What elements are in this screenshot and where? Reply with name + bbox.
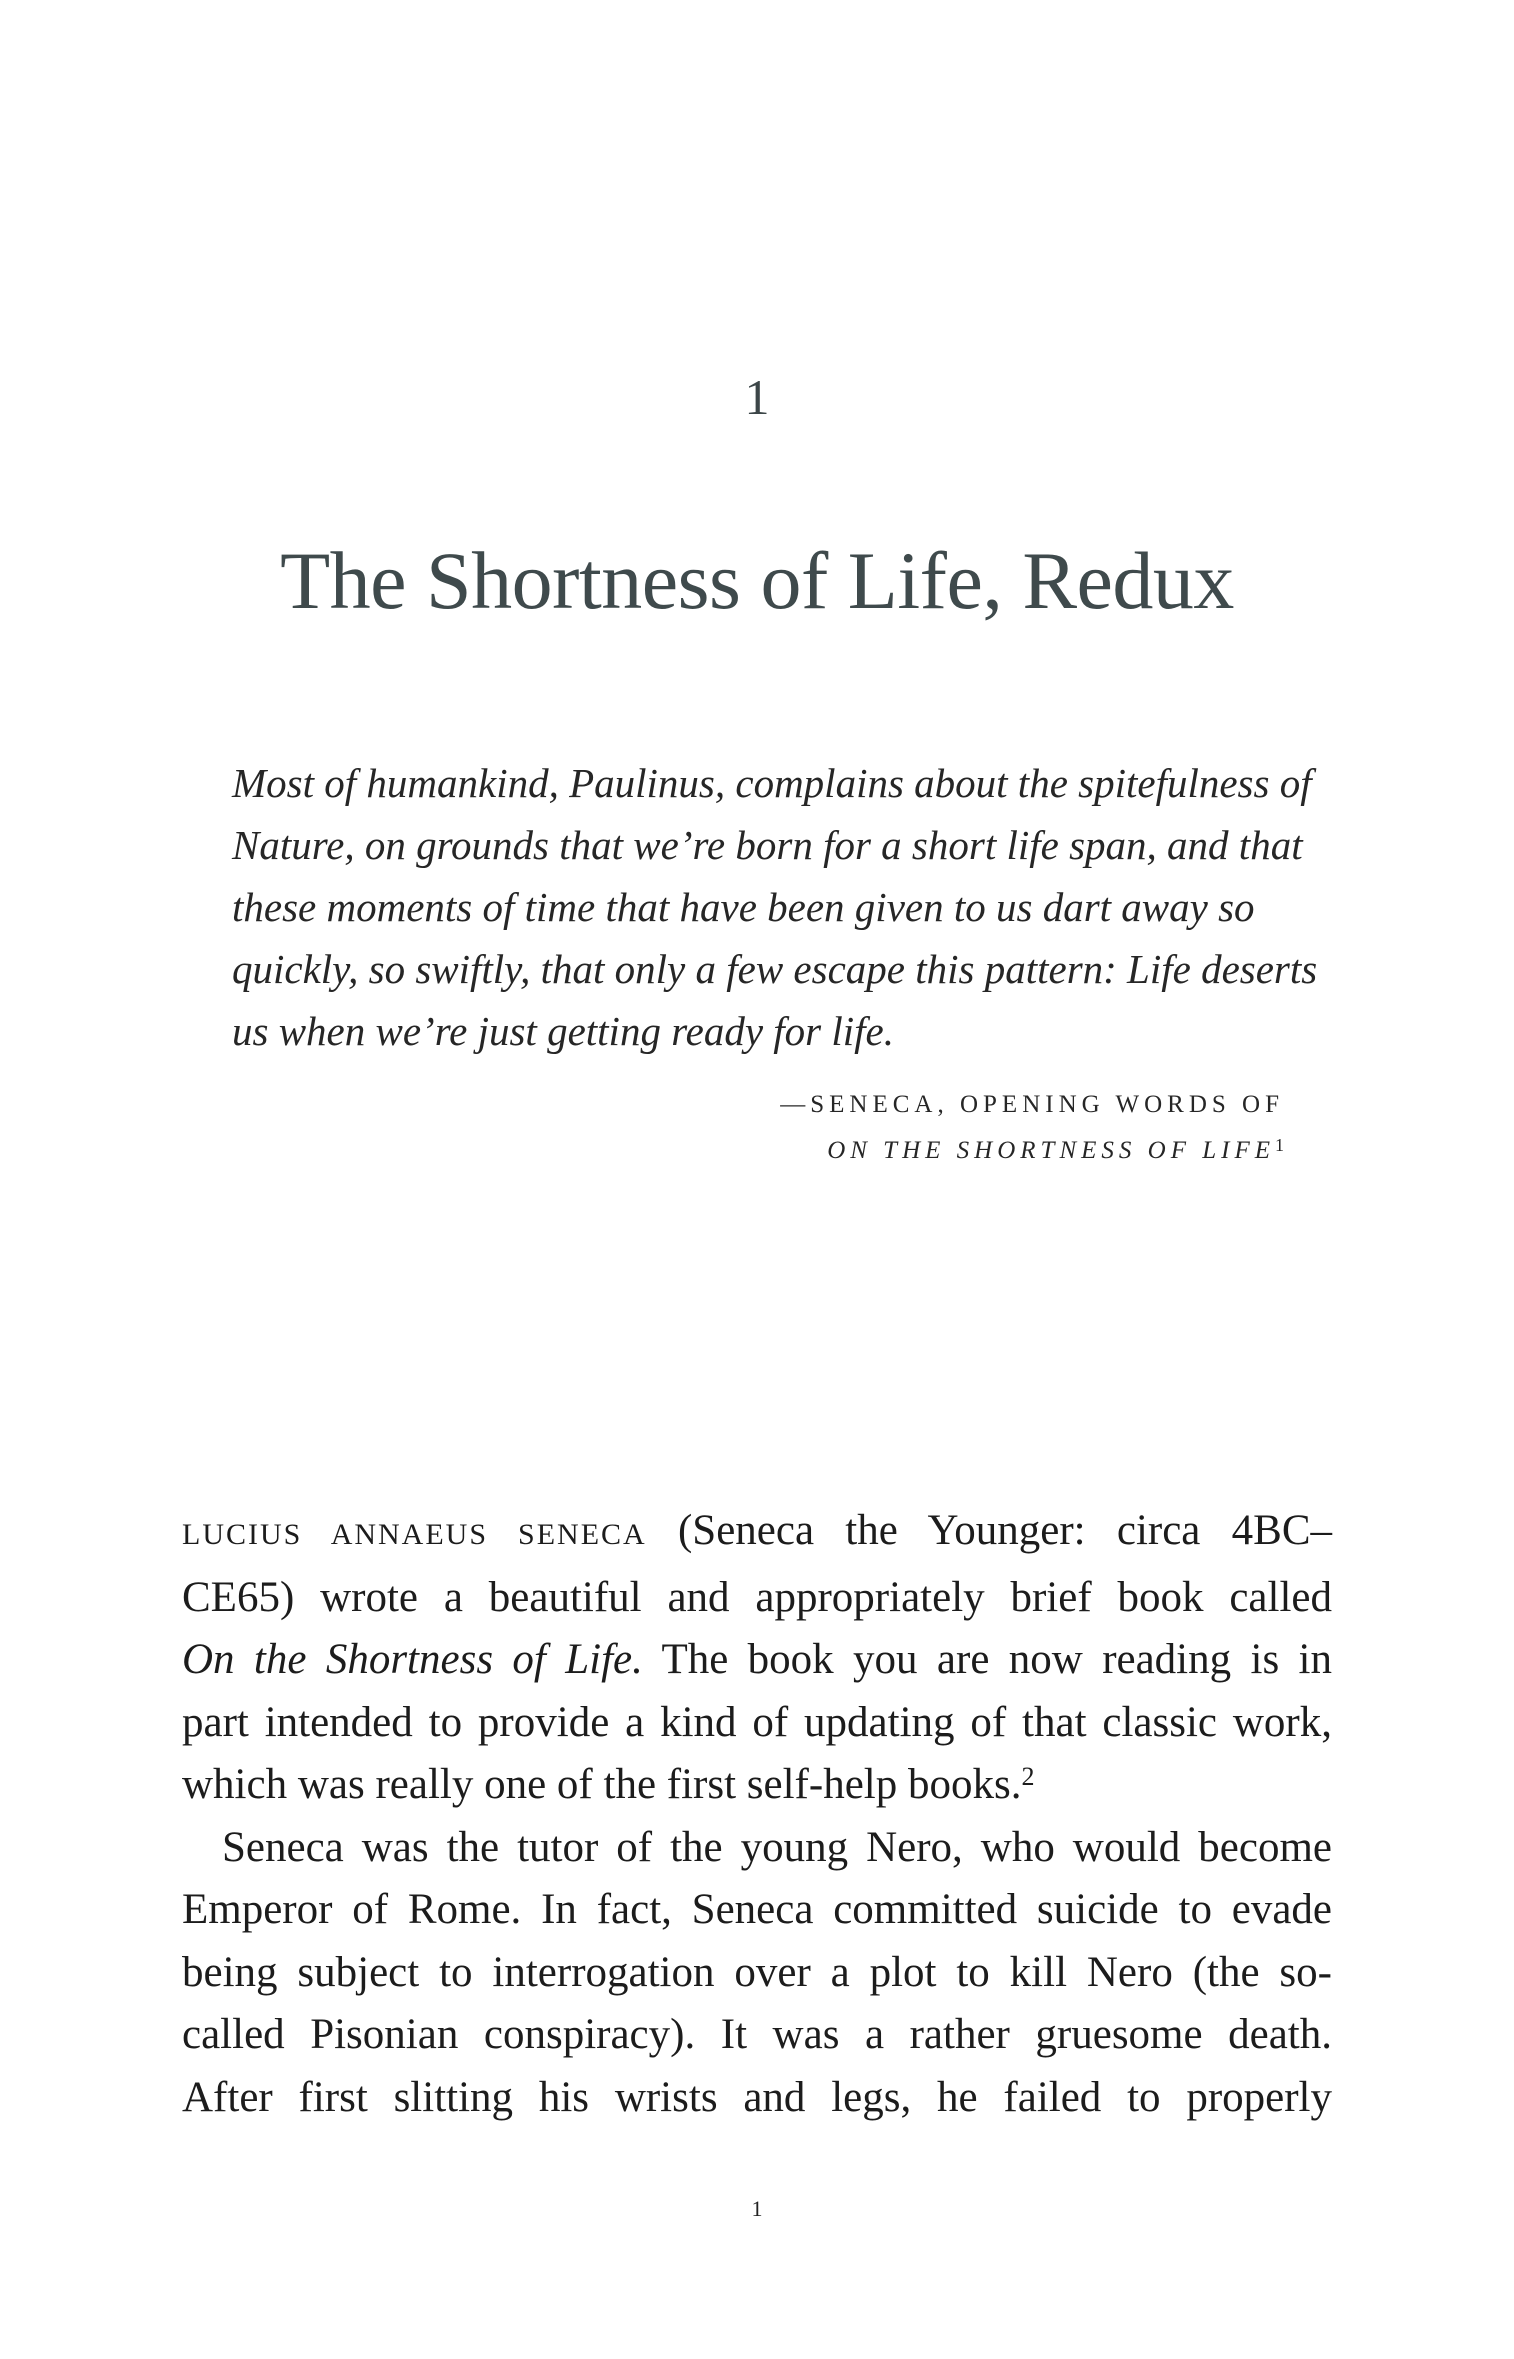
epigraph-attribution [780,1082,1284,1174]
page-number: 1 [751,2196,763,2221]
paragraph [182,1817,1332,2130]
paragraph-line: Emperor of Rome. In fact, Seneca committed suicide to evade [182,1886,1332,1933]
epigraph-line: these moments of time that have been given to us dart away so [232,884,1255,930]
footnote-marker: 1 [1275,1135,1284,1155]
book-title-italic: On the Shortness of Life. [182,1636,643,1683]
epigraph-line: Nature, on grounds that we’re born for a short life span, and that [232,822,1303,868]
epigraph-line: Most of humankind, Paulinus, complains about the spitefulness of [232,760,1312,806]
attribution-work-line [780,1128,1284,1174]
attribution-author: —SENECA, OPENING WORDS OF [780,1091,1284,1118]
paragraph-line: being subject to interrogation over a plot to kill Nero (the so- [182,1948,1332,1996]
epigraph [232,752,1318,1062]
paragraph-line [182,1500,1332,1567]
chapter-number: 1 [744,369,770,425]
body-text [182,1500,1332,2129]
chapter-title: The Shortness of Life, Redux [280,535,1234,626]
footnote-marker: 2 [1021,1762,1035,1791]
opening-smallcaps: LUCIUS ANNAEUS SENECA [182,1518,647,1551]
text-run: The book you are now reading is in [642,1636,1332,1683]
paragraph-line: CE65) wrote a beautiful and appropriately brief book called [182,1573,1332,1621]
paragraph-line: After first slitting his wrists and legs, he failed to properly [182,2073,1332,2121]
paragraph-line: called Pisonian conspiracy). It was a rather gruesome death. [182,2011,1332,2058]
paragraph-line: part intended to provide a kind of updating of that classic work, [182,1698,1332,1746]
text-run: which was really one of the first self-help books. [182,1761,1022,1808]
paragraph-line: Seneca was the tutor of the young Nero, who would become [222,1823,1332,1871]
paragraph [182,1500,1332,1817]
attribution-work-title: ON THE SHORTNESS OF LIFE [827,1137,1275,1164]
paragraph-line [182,1754,1332,1817]
paragraph-line [182,1629,1332,1692]
epigraph-line: quickly, so swiftly, that only a few escape this pattern: Life deserts [232,946,1318,992]
text-run: (Seneca the Younger: circa 4BC– [646,1507,1332,1554]
epigraph-line: us when we’re just getting ready for life. [232,1008,894,1054]
